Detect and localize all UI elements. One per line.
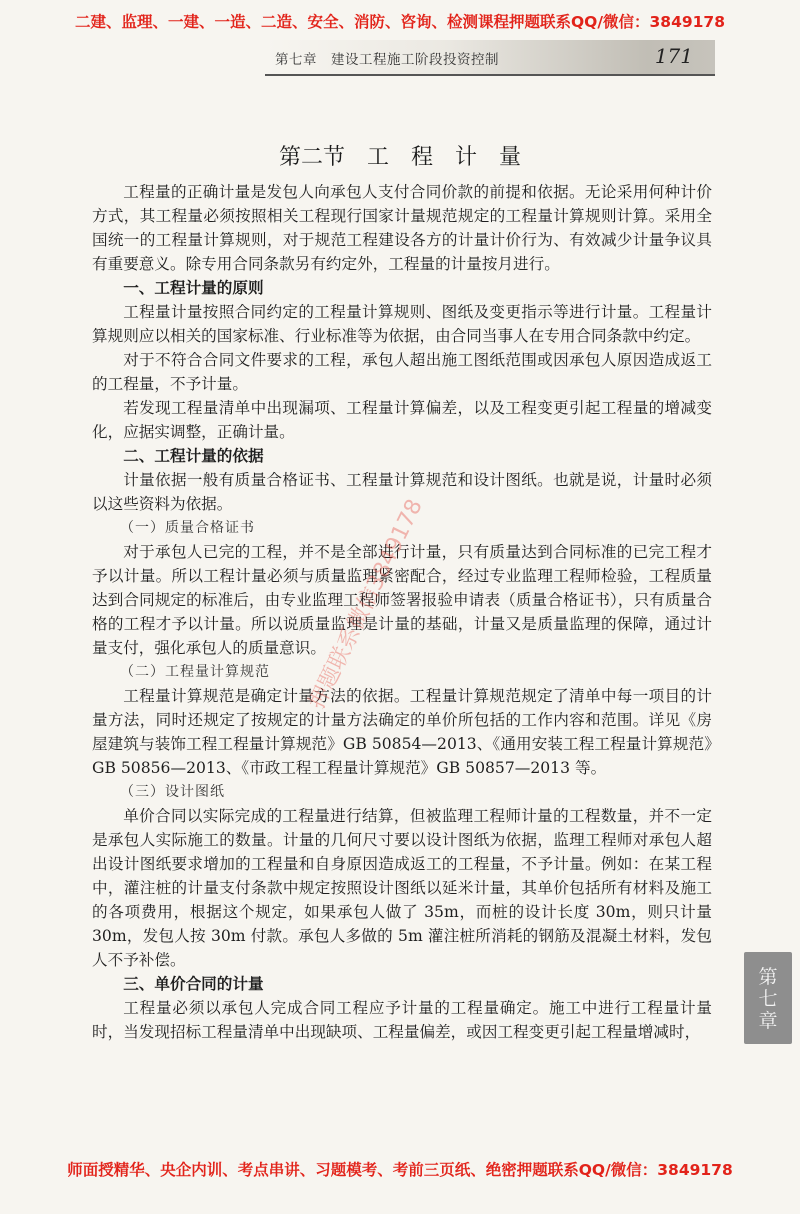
paragraph: 对于承包人已完的工程，并不是全部进行计量，只有质量达到合同标准的已完工程才予以计量。所以工程计量必须与质量监理紧密配合，经过专业监理工程师检验，工程质量达到合同规定的标准后，由专业监理工程师签署报验申请表（质量合格证书），只有质量合格的工程才予以计量。所以说质量监理是计量的基础，计量又是质量监理的保障，通过计量支付，强化承包人的质量意识。: [92, 543, 712, 657]
paragraph: 工程量计量按照合同约定的工程量计算规则、图纸及变更指示等进行计量。工程量计算规则应以相关的国家标准、行业标准等为依据，由合同当事人在专用合同条款中约定。: [92, 303, 712, 345]
paragraph: 若发现工程量清单中出现漏项、工程量计算偏差，以及工程变更引起工程量的增减变化，应据实调整，正确计量。: [92, 399, 712, 441]
header-chapter-title: 建设工程施工阶段投资控制: [331, 52, 499, 68]
paragraph: 单价合同以实际完成的工程量进行结算，但被监理工程师计量的工程数量，并不一定是承包人实际施工的数量。计量的几何尺寸要以设计图纸为依据，监理工程师对承包人超出设计图纸要求增加的工程量和自身原因造成返工的工程量，不予计量。例如：在某工程中，灌注桩的计量支付条款中规定按照设计图纸以延米计量，其单价包括所有材料及施工的各项费用，根据这个规定，如果承包人做了 35m，而桩的设计长度 30m，则只计量 30m，发包人按 30m 付款。承包人多做的 5m 灌注桩所消耗的钢筋及混凝土材料，发包人不予补偿。: [92, 807, 712, 969]
paragraph: 计量依据一般有质量合格证书、工程量计算规范和设计图纸。也就是说，计量时必须以这些资料为依据。: [92, 471, 712, 513]
diagonal-watermark: 押题联系微信3849178: [304, 495, 428, 714]
subsection-heading: （三）设计图纸: [120, 784, 225, 800]
chapter-tab-label: 第 七 章: [758, 966, 778, 1032]
subsection-heading: （一）质量合格证书: [120, 520, 255, 536]
page-number: 171: [654, 44, 693, 68]
section-heading: 一、工程计量的原则: [123, 279, 264, 297]
section-title: 第二节 工 程 计 量: [278, 145, 521, 170]
bottom-ad-banner: 师面授精华、央企内训、考点串讲、习题模考、考前三页纸、绝密押题联系QQ/微信：3849178: [67, 1161, 733, 1179]
subsection-heading: （二）工程量计算规范: [120, 664, 270, 680]
paragraph: 工程量必须以承包人完成合同工程应予计量的工程量确定。施工中进行工程量计量时，当发现招标工程量清单中出现缺项、工程量偏差，或因工程变更引起工程量增减时，: [92, 999, 712, 1041]
section-heading: 二、工程计量的依据: [123, 447, 264, 465]
body-content: [92, 180, 712, 1044]
header-chapter-number: 第七章: [275, 52, 317, 68]
header-chapter: [275, 48, 499, 68]
paragraph: 工程量的正确计量是发包人向承包人支付合同价款的前提和依据。无论采用何种计价方式，其工程量必须按照相关工程现行国家计量规范规定的工程量计算规则计算。采用全国统一的工程量计算规则，对于规范工程建设各方的计量计价行为、有效减少计量争议具有重要意义。除专用合同条款另有约定外，工程量的计量按月进行。: [92, 183, 712, 273]
running-header: [265, 40, 715, 76]
paragraph: 对于不符合合同文件要求的工程，承包人超出施工图纸范围或因承包人原因造成返工的工程量，不予计量。: [92, 351, 712, 393]
chapter-thumb-tab: [744, 952, 792, 1044]
paragraph: 工程量计算规范是确定计量方法的依据。工程量计算规范规定了清单中每一项目的计量方法，同时还规定了按规定的计量方法确定的单价所包括的工作内容和范围。详见《房屋建筑与装饰工程工程量计算规范》GB 50854—2013、《通用安装工程工程量计算规范》GB 50856—2013、《市政工程工程量计算规范》GB 50857—2013 等。: [92, 687, 712, 777]
section-heading: 三、单价合同的计量: [123, 975, 264, 993]
top-ad-banner: 二建、监理、一建、一造、二造、安全、消防、咨询、检测课程押题联系QQ/微信：3849178: [74, 13, 725, 31]
